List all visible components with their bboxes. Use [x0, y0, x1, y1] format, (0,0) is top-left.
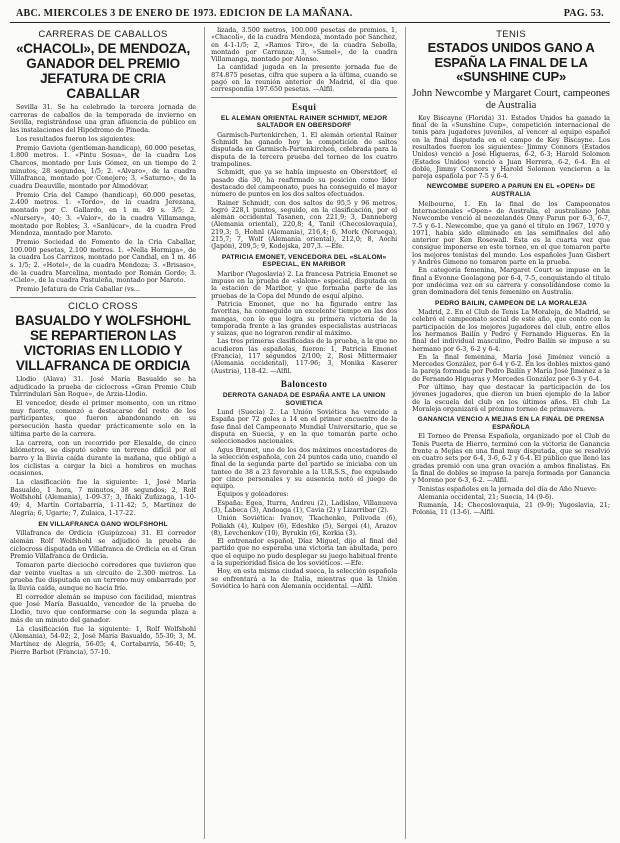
article-paragraph: El entrenador español, Díaz Miguel, dijo al final del partido que no esperaba una victoria tan abultada, pero que el equipo no pudo desplegar su juego habitual frente a la superioridad física de los soviéticos. —Efe. [211, 537, 398, 568]
article-paragraph: Hoy, en esta misma ciudad sueca, la selección española se enfrentará a la de Italia, mientras que la Unión Soviética lo hará con Alemania occidental. —Alfil. [211, 567, 398, 590]
article-paragraph: Sevilla 31. Se ha celebrado la tercera jornada de carreras de caballos de la temporada de invierno en Sevilla, registrándose una gran afluencia de público en las instalaciones del Hipódromo de Pineda. [10, 103, 197, 135]
headline-spain-ussr: DERROTA GANADA DE ESPAÑA ANTE LA UNION SOVIETICA [222, 391, 386, 407]
article-paragraph: La carrera, con un recorrido por Elexalde, de cinco kilómetros, se disputó sobre un terreno difícil por el barro y la lluvia caída durante la mañana, que obligó a los ciclistas a cargar la bici a hombros en muchas ocasiones. [10, 438, 197, 478]
article-paragraph: La clasificación fue la siguiente: 1, Rolf Wolfshohl (Alemania), 54-02; 2, José María Basualdo, 55-30; 3, M. Martínez de Alegría, 56-05; 4, Cortabarría, 56-40; 5, Pierre Barbot (Francia), 57-10. [10, 624, 197, 656]
article-paragraph: El vencedor, desde el primer momento, con un ritmo muy fuerte, comenzó a destacarse del resto de los participantes, que fueron abandonando en su persecución hasta quedar prácticamente solo en la última parte de la carrera. [10, 398, 197, 438]
masthead-date-edition: ABC. MIERCOLES 3 DE ENERO DE 1973. EDICION DE LA MAÑANA. [16, 8, 353, 19]
headline-patricia-emonet: PATRICIA EMONET, VENCEDORA DEL «SLALOM» ESPECIAL, EN MARIBOR [221, 253, 387, 269]
article-paragraph: Villafranca de Ordicia (Guipúzcoa) 31. El corredor alemán Rolf Wolfshohl se adjudicó la prueba de ciclocross disputada en Villafranca de Ordicia en el Gran Premio Villafranca de Ordicia. [10, 529, 197, 561]
headline-sunshine-cup: ESTADOS UNIDOS GANO A ESPAÑA LA FINAL DE LA «SUNSHINE CUP» [427, 40, 595, 85]
article-paragraph: Rainer Schmidt, con dos saltos de 95,5 y 96 metros, logró 228,1 puntos, seguido, en la clasificación, por el alemán occidental Tasanen, con 221,9; 3, Danneberg (Alemania oriental), 220,8; 4, Tanil (Checoslovaquia), 219,3; 5, Hohnl (Alemania), 216,4; 6, Mork (Noruega), 215,7; 7, Wolf (Alemania oriental), 212,0; 8, Aochi (Japón), 209,5; 9, Kodejska, 207,3. —Efe. [211, 198, 398, 251]
article-paragraph: Rumanía, 14; Checoslovaquia, 21 (9-9); Yugoslavia, 21; Polonia, 11 (13-6). —Alfil. [412, 501, 610, 517]
article-paragraph: Premio Gaviota (gentleman-handicap), 60.000 pesetas, 1.800 metros. 1. «Pintu Sosua», de la cuadra Los Charcos, montado por Luis Gómez, en un tiempo de 2 minutos, 28 segundos, 1/5; 2. «Alvaro», de la cuadra Villafranca, montado por Conejero; 3. «Saturno», de la cuadra Deauville, montado por Almodóvar. [10, 143, 197, 191]
article-paragraph: Patricia Emonet, que no ha figurado entre las favoritas, ha conseguido un excelente tiempo en las dos mangas, con lo que logra su primera victoria de la temporada frente a las grandes especialistas austriacas y suizas, que no lograron rendir al máximo. [211, 299, 398, 338]
article-paragraph: Alemania occidental, 21; Suecia, 14 (9-6). [418, 492, 554, 501]
article-paragraph: Maribor (Yugoslavia) 2. La francesa Patricia Emonet se impuso en la prueba de «slalom» especial, disputada en la estación de Maribor, y que formaba parte de las pruebas de la Copa del Mundo de esquí alpino. [211, 269, 398, 300]
article-paragraph: Premio Sociedad de Fomento de la Cría Caballar, 100.000 pesetas, 2.100 metros. 1. «Nella Hormiga», de la cuadra Los Carrizos, montado por Candial, en 1 m. 46 s. 1/5; 2. «Hotel», de la cuadra Mendoza; 3. «Brisaso», de la cuadra Marcelina, montado por Román Gordo; 3. «Cielo», de la cuadra Pastuleña, montado por Maroto. [10, 237, 197, 285]
subheading-villafranca: EN VILLAFRANCA GANO WOLFSHOHL [38, 520, 168, 528]
article-paragraph: La cantidad jugada en la presente jornada fue de 874.875 pesetas, cifra que supera a la última, cuando se pagó en la reunión anterior de Madrid, el día que correspondía 197.650 pesetas. —Alfil. [211, 63, 398, 94]
headline-rainer-schmidt: EL ALEMAN ORIENTAL RAINER SCHMIDT, MEJOR SALTADOR EN OBERSDORF [220, 114, 388, 130]
section-kicker-horse-racing: CARRERAS DE CABALLOS [38, 29, 168, 40]
column-1 [10, 27, 196, 839]
headline-ganancia-mejias: GANANCIA VENCIO A MEJIAS EN LA FINAL DE PRENSA ESPAÑOLA [417, 416, 605, 431]
section-kicker-tennis: TENIS [496, 29, 527, 40]
article-paragraph: En categoría femenina, Margaret Court se impuso en la final a Evonne Goolagong por 6-4, 7-5, conquistando el título por undécima vez en su carrera y consolidándose como la gran dominadora del tenis femenino en Australia. [412, 266, 610, 297]
headline-newcombe-parun: NEWCOMBE SUPERO A PARUN EN EL «OPEN» DE AUSTRALIA [426, 183, 596, 199]
columns [10, 27, 610, 839]
article-paragraph: Equipos y goleadores: [217, 490, 289, 499]
section-heading-ski: Esqui [291, 101, 317, 112]
article-paragraph: Tenistas españoles en la jornada del día de Año Nuevo: [418, 484, 597, 493]
headline-pedro-bailin: PEDRO BAILIN, CAMPEON DE LA MORALEJA [435, 299, 588, 307]
article-paragraph: En la final femenina, María José Jiménez venció a Mercedes González, por 6-4 y 6-2. En los dobles mixtos ganó la pareja formada por Pedro Bailín y María José Jiménez a la de Fernando Higueras y Mercedes González por 6-3 y 6-4. [412, 352, 610, 383]
article-paragraph: Llodio (Alava) 31. José María Basualdo se ha adjudicado la prueba de ciclocross «Gran Premio Club Txirrindulari San Roque», de Arzia-Llodio. [10, 374, 197, 399]
section-heading-basketball: Baloncesto [280, 378, 328, 389]
headline-basualdo-wolfshohl: BASUALDO Y WOLFSHOHL SE REPARTIERON LAS VICTORIAS EN LLODIO Y VILLAFRANCA DE ORDICIA [15, 312, 191, 373]
article-paragraph: Madrid, 2. En el Club de Tenis La Moraleja, de Madrid, se celebró el campeonato social de este año, que contó con la participación de los mejores jugadores del club, entre ellos los hermanos Bailín y Pedro y Fernando Higueras. En la final del individual masculino, Pedro Bailín se impuso a su hermano por 6-3, 6-2 y 6-4. [412, 308, 610, 353]
article-paragraph: Por último, hay que destacar la participación de los jóvenes jugadores, que dieron un buen ejemplo de la labor de la escuela del club en los últimos años. El club La Moraleja organizará el próximo torneo de primavera. [412, 383, 610, 413]
article-paragraph: El Torneo de Prensa Española, organizado por el Club de Tenis Puerta de Hierro, terminó con la victoria de Ganancia frente a Mejías en una final muy disputada, que se resolvió en cuatro sets por 6-4, 3-6, 6-2 y 6-4. El público que llenó las gradas premió con una gran ovación a ambos finalistas. En la final de dobles se impuso la pareja formada por Ganancia y Moreno por 6-3, 6-2. —Alfil. [412, 432, 610, 485]
subheadline-newcombe-court: John Newcombe y Margaret Court, campeones de Australia [412, 87, 610, 111]
divider [10, 297, 196, 298]
masthead [10, 8, 610, 23]
column-2 [204, 27, 397, 839]
article-paragraph: Melbourne, 1. En la final de los Campeonatos Internacionales «Open» de Australia, el australiano John Newcombe venció al neozelandés Onny Parun por 6-3, 6-7, 7-5 y 6-1. Newcombe, que ya ganó el título en 1967, 1970 y 1971, había sido eliminado en las semifinales del año anterior por Ken Rosewall. Esta es la cuarta vez que consigue imponerse en este torneo, en el que tomaron parte los mejores tenistas del mundo. Los españoles Juan Gisbert y Andrés Gimeno no tomaron parte en la prueba. [412, 199, 610, 267]
article-paragraph: El corredor alemán se impuso con facilidad, mientras que José María Basualdo, vencedor de la prueba de Llodio, tuvo que conformarse con la segunda plaza a más de un minuto del ganador. [10, 592, 197, 624]
article-paragraph: lizada, 3.500 metros, 100.000 pesetas de premios. 1, «Chacolí», de la cuadra Mendoza, montado por Sánchez, en 4-1-1/5; 2, «Ramos Tiro», de la cuadra Sebolla, montado por Carranza; 3, «Samel», de la cuadra Villamanga, montado por Alonso. [211, 27, 398, 64]
article-paragraph: Tomaron parte dieciocho corredores que tuvieron que dar veinte vueltas a un circuito de 2.300 metros. La prueba fue disputada en un terreno muy embarrado por la lluvia caída, aunque no hacía frío. [10, 560, 197, 593]
article-paragraph: Lund (Suecia) 2. La Unión Soviética ha vencido a España por 72 goles a 14 en el primer encuentro de la fase final del Campeonato Mundial Universitario, que se disputa en Suecia, y en la que tomarán parte ocho seleccionados nacionales. [211, 408, 398, 446]
article-paragraph: Las tres primeras clasificadas de la prueba, a la que no acudieron las españolas, fueron: 1, Patricia Emonet (Francia), 117 segundos 2/100; 2, Rosi Mittermaier (Alemania occidental), 117-96; 3, Monika Kaserer (Austria), 118-42. —Alfil. [211, 337, 398, 375]
article-paragraph: Agus Brunet, uno de los dos máximos encestadores de la selección española, con 24 puntos cada uno, cuando el final de la segunda parte del partido se iniciaba con un tanteo de 38 a 23 favorable a la U.R.S.S., fue expulsado por cinco personales y su ausencia notó el juego de equipo. [211, 445, 398, 491]
article-paragraph: Premio Jefatura de Cría Caballar (vs... [16, 285, 141, 294]
article-paragraph: Los resultados fueron los siguientes: [16, 134, 136, 143]
article-paragraph: España: Egea, Iturra, Andreu (2), Ladislao, Villanueva (3), Labeca (3), Andoaga (1), Cavia (2) y Lizarribar (2). [211, 498, 398, 514]
section-kicker-cyclocross: CICLO CROSS [68, 300, 138, 312]
divider [211, 97, 397, 98]
masthead-page-number: PAG. 53. [563, 8, 604, 19]
article-paragraph: Premio Cría del Campo (handicap), 60.000 pesetas, 2.400 metros. 1. «Tordo», de la cuadra Jerezana, montado por C. Gallardo, en 1 m. 49 s. 3/5; 2. «Nursery», 40; 3. «Valor», de la cuadra Villamanga, montado por Robles; 3. «Sanlúcar», de la cuadra Fred Mendoza, montado por Maroto. [10, 190, 197, 238]
article-paragraph: Key Biscayne (Florida) 31. Estados Unidos ha ganado la final de la «Sunshine Cup», competición internacional de tenis para jugadores juveniles, al vencer al equipo español en la final disputada en el campo de Key Biscayne. Los resultados fueron los siguientes: Jimmy Connors (Estados Unidos) venció a José Higueras, 6-2, 6-3; Harold Solomon (Estados Unidos) venció a Juan Herrera, 6-2, 6-4. En el doble, Jimmy Connors y Harold Solomon vencieron a la pareja española por 7-5 y 6-4. [412, 113, 610, 181]
article-paragraph: Garmisch-Partenkirchen, 1. El alemán oriental Rainer Schmidt ha ganado hoy la competición de saltos disputada en Garmisch-Partenkirchen, celebrada para la disputa de la tercera prueba del torneo de los cuatro trampolines. [211, 130, 398, 169]
article-paragraph: Unión Soviética: Ivanov, Tkachenko, Polivoda (6), Poliakh (4), Kulpev (6), Edeshko (5), Sergei (4), Arazov (8), Levchenkov (10), Byrukin (6), Korkia (3). [211, 514, 398, 537]
column-3 [405, 27, 610, 839]
article-paragraph: Schmidt, que ya se había impuesto en Oberstdorf, el pasado día 30, ha reafirmado su posición como líder destacado del campeonato, pues ha conseguido el mayor número de puntos en los dos saltos efectuados. [211, 168, 398, 199]
article-paragraph: La clasificación fue la siguiente: 1, José María Basualdo, 1 hora, 7 minutos, 38 segundos; 2, Rolf Wolfshohl (Alemania), 1-09-37; 3, Iñaki Zuñizaga, 1-10-49; 4, Martín Cortabarría, 1-11-42; 5, Martínez de Alegría; 6, Ugarte; 7, Zulaica, 1-17-22. [10, 478, 197, 517]
headline-chacoli: «CHACOLI», DE MENDOZA, GANADOR DEL PREMIO JEFATURA DE CRIA CABALLAR [15, 41, 191, 101]
